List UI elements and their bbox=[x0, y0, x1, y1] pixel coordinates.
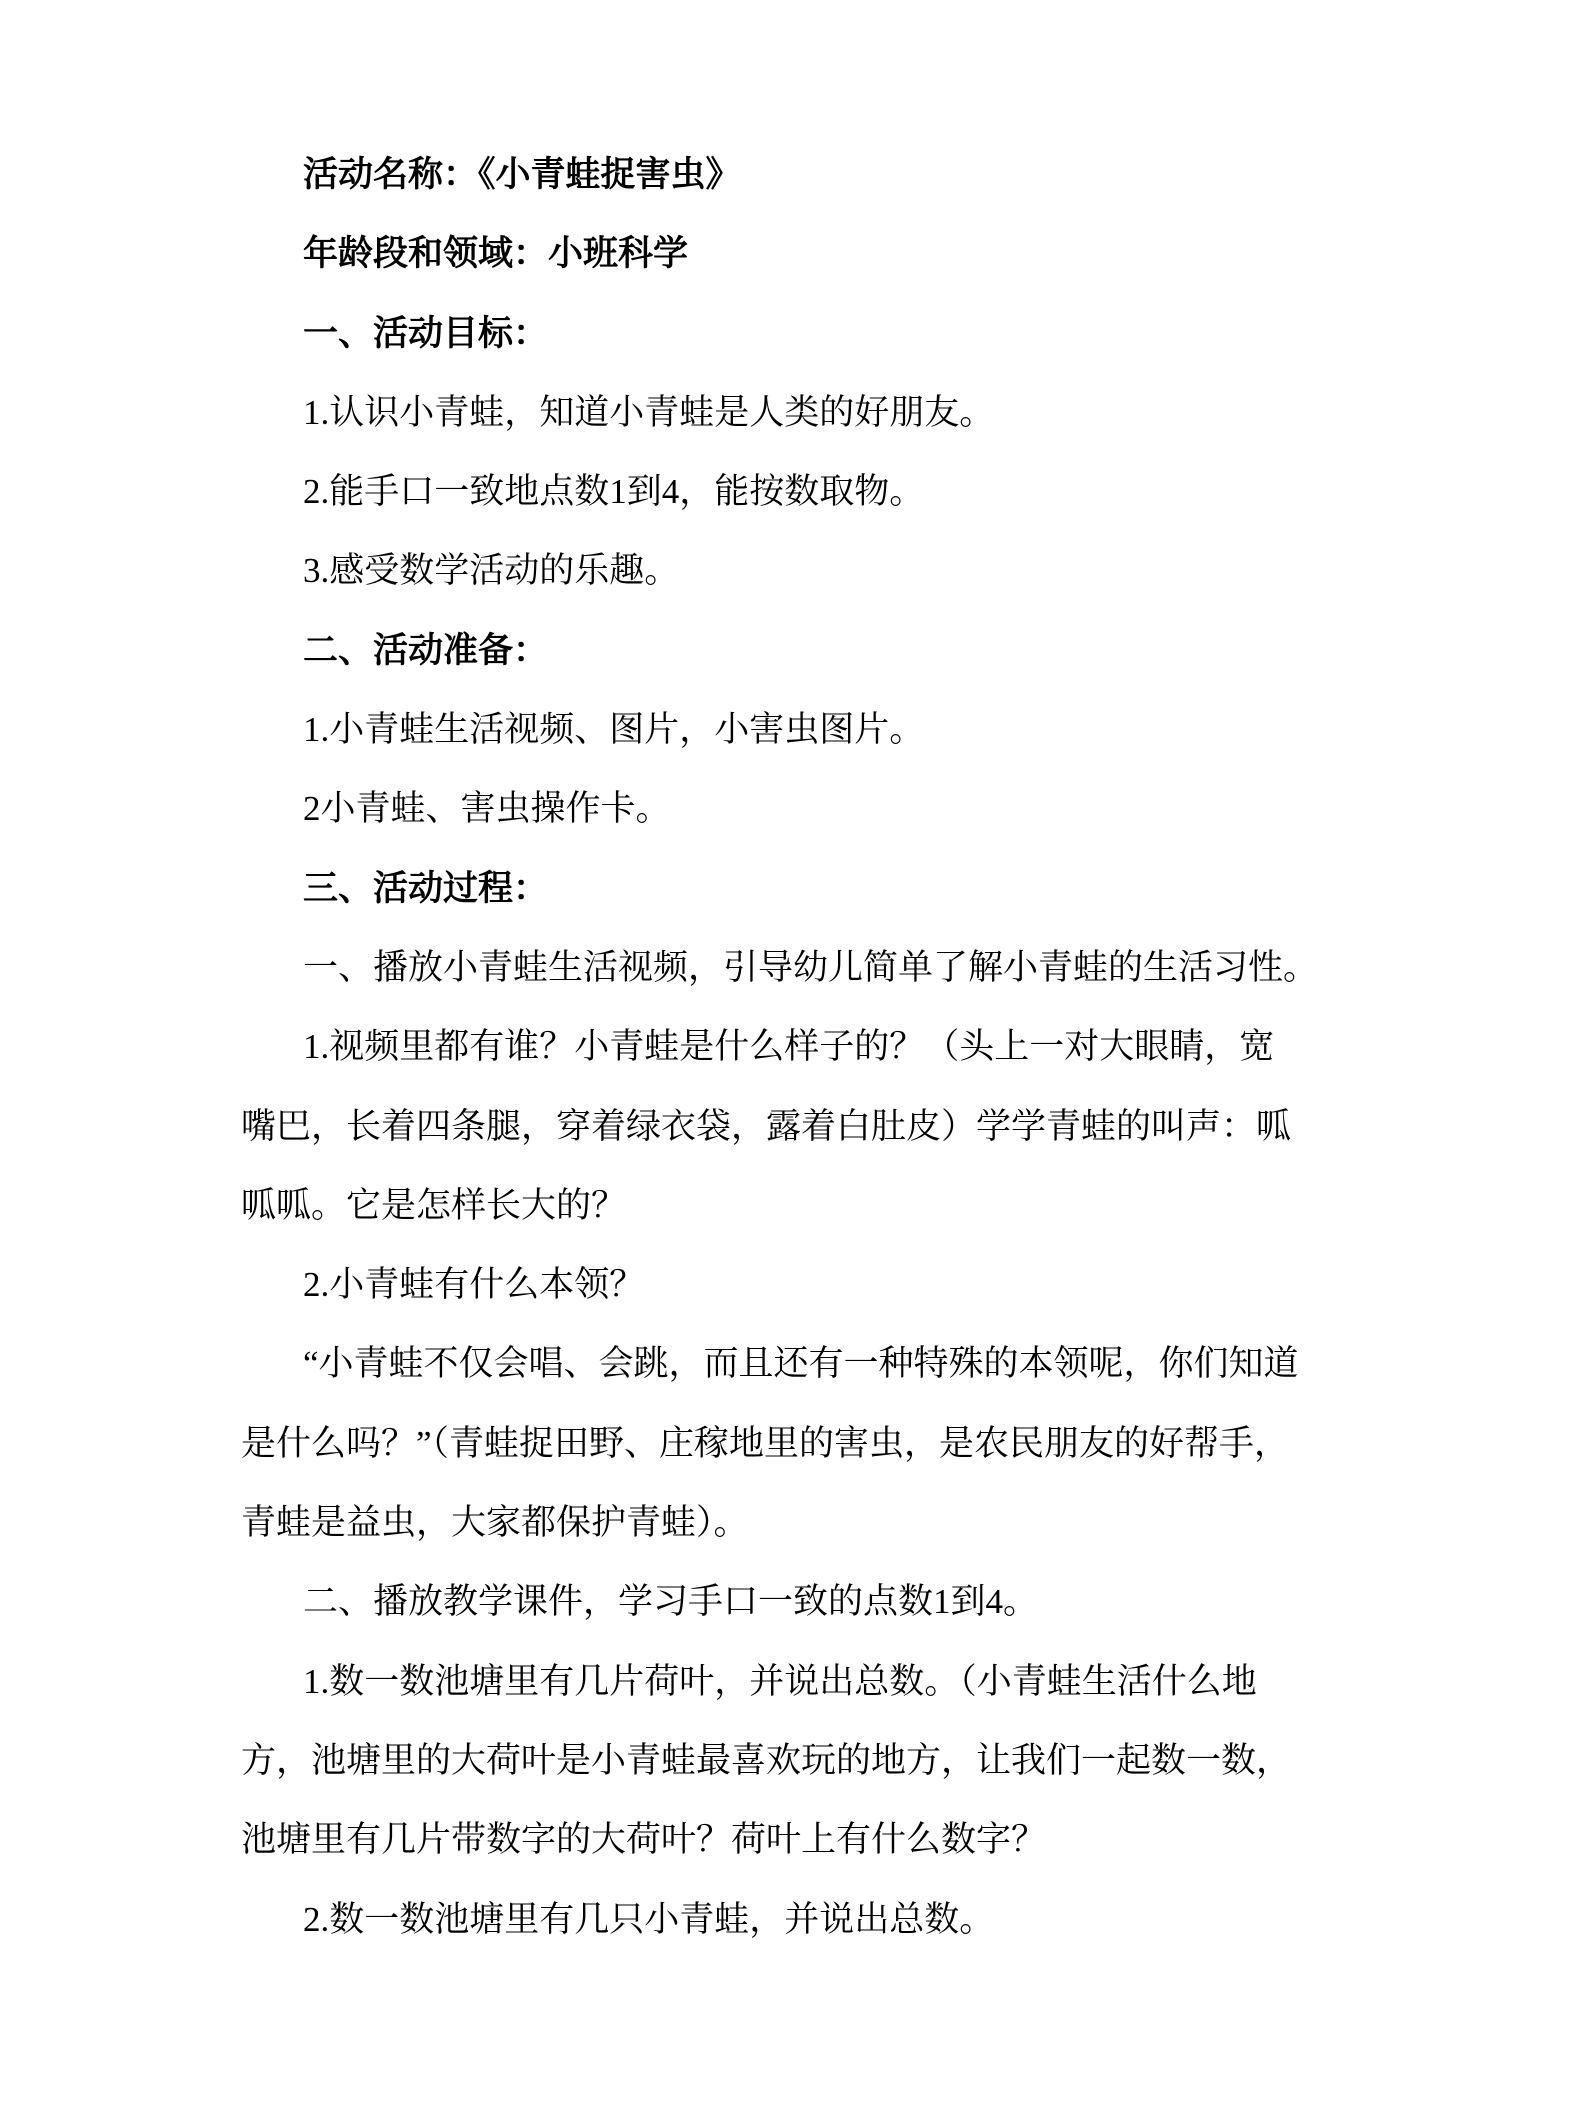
text-line: 1.视频里都有谁？小青蛙是什么样子的？（头上一对大眼睛，宽 bbox=[303, 1027, 1275, 1067]
text-line: 1.认识小青蛙，知道小青蛙是人类的好朋友。 bbox=[303, 392, 995, 432]
text-line: 1.数一数池塘里有几片荷叶，并说出总数。（小青蛙生活什么地 bbox=[303, 1661, 1257, 1701]
section-heading: 一、活动目标： bbox=[303, 313, 549, 353]
section-heading: 活动名称：《小青蛙捉害虫》 bbox=[303, 155, 741, 194]
text-line: 青蛙是益虫，大家都保护青蛙）。 bbox=[241, 1503, 749, 1543]
text-line: 嘴巴，长着四条腿，穿着绿衣袋，露着白肚皮）学学青蛙的叫声：呱 bbox=[241, 1106, 1292, 1146]
text-line: 2.能手口一致地点数1到4，能按数取物。 bbox=[303, 472, 925, 512]
text-line: 呱呱。它是怎样长大的？ bbox=[241, 1185, 627, 1225]
section-heading: 三、活动过程： bbox=[303, 868, 549, 908]
text-line: 1.小青蛙生活视频、图片，小害虫图片。 bbox=[303, 710, 925, 750]
text-line: 池塘里有几片带数字的大荷叶？荷叶上有什么数字？ bbox=[241, 1820, 1047, 1860]
text-line: 是什么吗？”（青蛙捉田野、庄稼地里的害虫，是农民朋友的好帮手， bbox=[241, 1423, 1290, 1463]
text-line: 2.小青蛙有什么本领？ bbox=[303, 1265, 645, 1305]
document-body bbox=[241, 135, 1341, 1959]
text-line: 2小青蛙、害虫操作卡。 bbox=[303, 789, 671, 829]
text-line: 一、播放小青蛙生活视频，引导幼儿简单了解小青蛙的生活习性。 bbox=[303, 947, 1319, 987]
text-line: 3.感受数学活动的乐趣。 bbox=[303, 551, 680, 591]
text-line: 方，池塘里的大荷叶是小青蛙最喜欢玩的地方，让我们一起数一数， bbox=[241, 1740, 1292, 1780]
text-line: “小青蛙不仅会唱、会跳，而且还有一种特殊的本领呢，你们知道 bbox=[303, 1344, 1299, 1384]
text-line: 2.数一数池塘里有几只小青蛙，并说出总数。 bbox=[303, 1899, 995, 1939]
section-heading: 二、活动准备： bbox=[303, 630, 549, 670]
text-line: 二、播放教学课件，学习手口一致的点数1到4。 bbox=[303, 1582, 1039, 1622]
section-heading: 年龄段和领域：小班科学 bbox=[303, 234, 689, 274]
